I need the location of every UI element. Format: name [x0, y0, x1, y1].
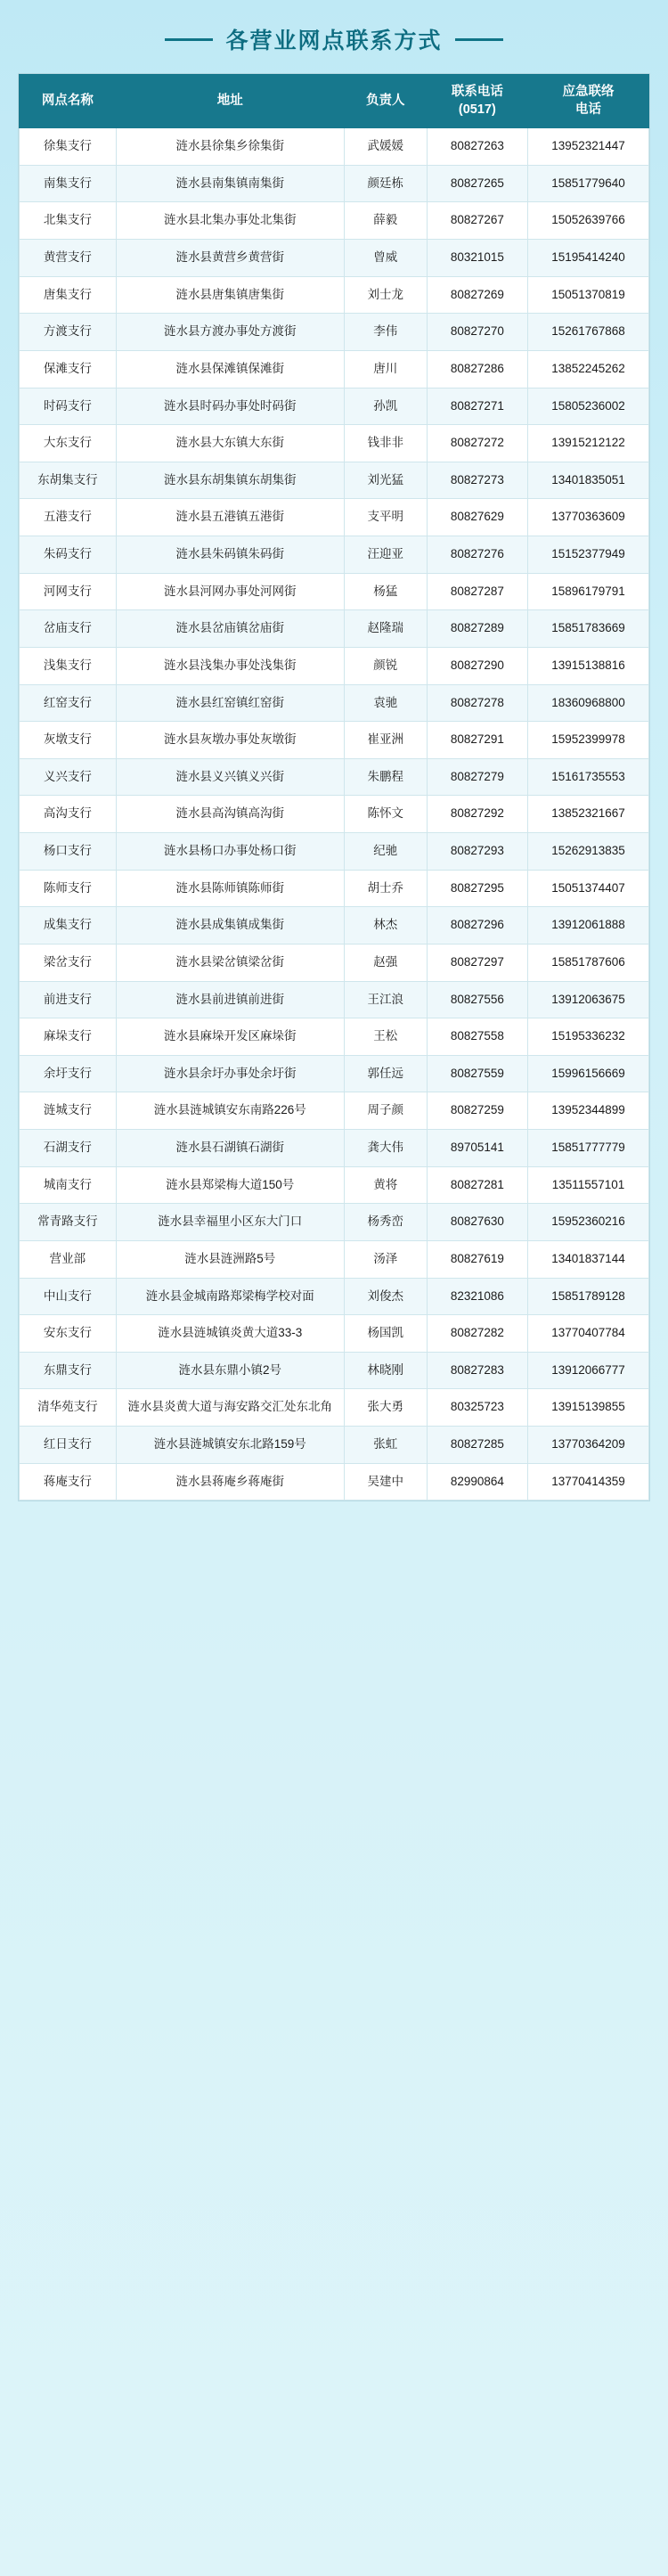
cell-address: 涟水县五港镇五港街 [116, 499, 344, 536]
cell-person: 杨国凯 [344, 1315, 427, 1353]
cell-branch-name: 灰墩支行 [20, 722, 117, 759]
cell-phone: 80321015 [427, 240, 527, 277]
cell-phone: 80827286 [427, 350, 527, 388]
table-row [20, 499, 649, 536]
cell-person: 张虹 [344, 1427, 427, 1464]
title-rule-right [455, 38, 503, 41]
table-row [20, 1166, 649, 1204]
table-row [20, 462, 649, 499]
table-row [20, 981, 649, 1018]
cell-address: 涟水县郑梁梅大道150号 [116, 1166, 344, 1204]
column-header-emergency-line2: 电话 [575, 102, 601, 117]
cell-phone: 80827630 [427, 1204, 527, 1241]
cell-address: 涟水县唐集镇唐集街 [116, 276, 344, 314]
cell-emergency-phone: 15896179791 [528, 573, 649, 610]
table-row [20, 536, 649, 574]
cell-person: 郭任远 [344, 1055, 427, 1092]
table-row [20, 202, 649, 240]
cell-person: 王松 [344, 1018, 427, 1056]
cell-branch-name: 常青路支行 [20, 1204, 117, 1241]
cell-person: 汪迎亚 [344, 536, 427, 574]
cell-phone: 80827263 [427, 128, 527, 166]
cell-branch-name: 东鼎支行 [20, 1352, 117, 1389]
column-header-phone-line1: 联系电话 [451, 85, 503, 99]
cell-address: 涟水县黄营乡黄营街 [116, 240, 344, 277]
cell-branch-name: 涟城支行 [20, 1092, 117, 1130]
table-row [20, 833, 649, 871]
cell-phone: 80827293 [427, 833, 527, 871]
table-row [20, 1092, 649, 1130]
cell-phone: 80827265 [427, 165, 527, 202]
table-row [20, 722, 649, 759]
cell-phone: 80827287 [427, 573, 527, 610]
cell-address: 涟水县前进镇前进街 [116, 981, 344, 1018]
cell-person: 王江浪 [344, 981, 427, 1018]
column-header-phone-line2: (0517) [458, 102, 496, 117]
cell-phone: 80827619 [427, 1240, 527, 1278]
table-row [20, 314, 649, 351]
cell-branch-name: 北集支行 [20, 202, 117, 240]
cell-emergency-phone: 15051370819 [528, 276, 649, 314]
cell-person: 支平明 [344, 499, 427, 536]
cell-address: 涟水县河网办事处河网街 [116, 573, 344, 610]
column-header-address: 地址 [116, 75, 344, 128]
cell-branch-name: 蒋庵支行 [20, 1463, 117, 1501]
cell-branch-name: 南集支行 [20, 165, 117, 202]
cell-phone: 80827272 [427, 425, 527, 462]
cell-branch-name: 唐集支行 [20, 276, 117, 314]
cell-emergency-phone: 13852321667 [528, 796, 649, 833]
cell-person: 武媛媛 [344, 128, 427, 166]
column-header-phone [427, 75, 527, 128]
cell-emergency-phone: 13915212122 [528, 425, 649, 462]
cell-emergency-phone: 13952321447 [528, 128, 649, 166]
cell-person: 刘光猛 [344, 462, 427, 499]
cell-branch-name: 朱码支行 [20, 536, 117, 574]
cell-person: 龚大伟 [344, 1130, 427, 1167]
cell-branch-name: 徐集支行 [20, 128, 117, 166]
cell-address: 涟水县涟城镇炎黄大道33-3 [116, 1315, 344, 1353]
cell-branch-name: 时码支行 [20, 388, 117, 425]
cell-address: 涟水县南集镇南集街 [116, 165, 344, 202]
cell-emergency-phone: 13401837144 [528, 1240, 649, 1278]
cell-phone: 80827558 [427, 1018, 527, 1056]
cell-address: 涟水县涟洲路5号 [116, 1240, 344, 1278]
cell-person: 颜锐 [344, 647, 427, 684]
branch-contacts-table [19, 74, 649, 1501]
table-row [20, 758, 649, 796]
cell-address: 涟水县朱码镇朱码街 [116, 536, 344, 574]
cell-phone: 80827295 [427, 870, 527, 907]
cell-branch-name: 东胡集支行 [20, 462, 117, 499]
cell-emergency-phone: 15952360216 [528, 1204, 649, 1241]
cell-branch-name: 保滩支行 [20, 350, 117, 388]
cell-emergency-phone: 13952344899 [528, 1092, 649, 1130]
cell-emergency-phone: 15851787606 [528, 944, 649, 981]
cell-emergency-phone: 15052639766 [528, 202, 649, 240]
cell-branch-name: 高沟支行 [20, 796, 117, 833]
cell-address: 涟水县炎黄大道与海安路交汇处东北角 [116, 1389, 344, 1427]
cell-emergency-phone: 15952399978 [528, 722, 649, 759]
table-row [20, 1055, 649, 1092]
cell-person: 赵隆瑞 [344, 610, 427, 648]
cell-emergency-phone: 13912063675 [528, 981, 649, 1018]
table-row [20, 573, 649, 610]
cell-emergency-phone: 15261767868 [528, 314, 649, 351]
cell-person: 钱非非 [344, 425, 427, 462]
cell-person: 吴建中 [344, 1463, 427, 1501]
cell-emergency-phone: 15051374407 [528, 870, 649, 907]
table-row [20, 1427, 649, 1464]
cell-emergency-phone: 15851789128 [528, 1278, 649, 1315]
table-row [20, 1278, 649, 1315]
cell-phone: 80827282 [427, 1315, 527, 1353]
cell-address: 涟水县红窑镇红窑街 [116, 684, 344, 722]
cell-phone: 80827290 [427, 647, 527, 684]
cell-branch-name: 余圩支行 [20, 1055, 117, 1092]
cell-phone: 80827270 [427, 314, 527, 351]
cell-phone: 80827559 [427, 1055, 527, 1092]
cell-address: 涟水县涟城镇安东北路159号 [116, 1427, 344, 1464]
table-row [20, 128, 649, 166]
cell-branch-name: 红日支行 [20, 1427, 117, 1464]
cell-emergency-phone: 13511557101 [528, 1166, 649, 1204]
cell-person: 林晓刚 [344, 1352, 427, 1389]
table-row [20, 1204, 649, 1241]
table-row [20, 907, 649, 945]
table-header-row [20, 75, 649, 128]
cell-person: 杨猛 [344, 573, 427, 610]
cell-address: 涟水县幸福里小区东大门口 [116, 1204, 344, 1241]
table-row [20, 870, 649, 907]
cell-phone: 80827259 [427, 1092, 527, 1130]
cell-branch-name: 大东支行 [20, 425, 117, 462]
cell-phone: 80827296 [427, 907, 527, 945]
cell-address: 涟水县余圩办事处余圩街 [116, 1055, 344, 1092]
table-row [20, 350, 649, 388]
cell-phone: 82990864 [427, 1463, 527, 1501]
cell-emergency-phone: 13770414359 [528, 1463, 649, 1501]
cell-branch-name: 浅集支行 [20, 647, 117, 684]
table-header [20, 75, 649, 128]
cell-phone: 80827285 [427, 1427, 527, 1464]
cell-branch-name: 营业部 [20, 1240, 117, 1278]
title-rule-left [165, 38, 213, 41]
table-row [20, 610, 649, 648]
cell-address: 涟水县方渡办事处方渡街 [116, 314, 344, 351]
page-header-inner [0, 23, 668, 55]
cell-emergency-phone: 13401835051 [528, 462, 649, 499]
cell-person: 赵强 [344, 944, 427, 981]
cell-address: 涟水县麻垛开发区麻垛街 [116, 1018, 344, 1056]
cell-phone: 80827269 [427, 276, 527, 314]
cell-emergency-phone: 15851783669 [528, 610, 649, 648]
table-body [20, 128, 649, 1501]
cell-person: 胡士乔 [344, 870, 427, 907]
cell-phone: 82321086 [427, 1278, 527, 1315]
cell-branch-name: 城南支行 [20, 1166, 117, 1204]
table-row [20, 647, 649, 684]
cell-emergency-phone: 15851779640 [528, 165, 649, 202]
cell-address: 涟水县梁岔镇梁岔街 [116, 944, 344, 981]
cell-address: 涟水县石湖镇石湖街 [116, 1130, 344, 1167]
cell-phone: 80827281 [427, 1166, 527, 1204]
cell-person: 纪驰 [344, 833, 427, 871]
cell-branch-name: 石湖支行 [20, 1130, 117, 1167]
cell-phone: 80827556 [427, 981, 527, 1018]
cell-person: 刘士龙 [344, 276, 427, 314]
cell-phone: 80827629 [427, 499, 527, 536]
cell-person: 刘俊杰 [344, 1278, 427, 1315]
cell-address: 涟水县金城南路郑梁梅学校对面 [116, 1278, 344, 1315]
cell-phone: 80827291 [427, 722, 527, 759]
cell-emergency-phone: 15805236002 [528, 388, 649, 425]
cell-emergency-phone: 13770364209 [528, 1427, 649, 1464]
cell-address: 涟水县大东镇大东街 [116, 425, 344, 462]
cell-address: 涟水县东胡集镇东胡集街 [116, 462, 344, 499]
cell-emergency-phone: 13770407784 [528, 1315, 649, 1353]
cell-branch-name: 陈师支行 [20, 870, 117, 907]
cell-branch-name: 黄营支行 [20, 240, 117, 277]
cell-phone: 80325723 [427, 1389, 527, 1427]
cell-emergency-phone: 13915138816 [528, 647, 649, 684]
column-header-person: 负责人 [344, 75, 427, 128]
column-header-name: 网点名称 [20, 75, 117, 128]
column-header-emergency-line1: 应急联络 [562, 85, 615, 99]
cell-phone: 80827273 [427, 462, 527, 499]
cell-phone: 80827289 [427, 610, 527, 648]
cell-phone: 80827278 [427, 684, 527, 722]
cell-branch-name: 清华苑支行 [20, 1389, 117, 1427]
cell-branch-name: 杨口支行 [20, 833, 117, 871]
cell-emergency-phone: 13852245262 [528, 350, 649, 388]
table-row [20, 1130, 649, 1167]
cell-person: 杨秀峦 [344, 1204, 427, 1241]
page-header [0, 0, 668, 73]
table-row [20, 1352, 649, 1389]
page-title: 各营业网点联系方式 [225, 29, 443, 53]
column-header-emergency [528, 75, 649, 128]
cell-branch-name: 河网支行 [20, 573, 117, 610]
cell-emergency-phone: 15262913835 [528, 833, 649, 871]
cell-branch-name: 安东支行 [20, 1315, 117, 1353]
cell-address: 涟水县灰墩办事处灰墩街 [116, 722, 344, 759]
cell-branch-name: 五港支行 [20, 499, 117, 536]
cell-address: 涟水县北集办事处北集街 [116, 202, 344, 240]
cell-phone: 80827283 [427, 1352, 527, 1389]
cell-emergency-phone: 15195336232 [528, 1018, 649, 1056]
cell-person: 朱鹏程 [344, 758, 427, 796]
cell-person: 周子颜 [344, 1092, 427, 1130]
cell-address: 涟水县陈师镇陈师街 [116, 870, 344, 907]
cell-branch-name: 成集支行 [20, 907, 117, 945]
cell-phone: 80827276 [427, 536, 527, 574]
cell-branch-name: 梁岔支行 [20, 944, 117, 981]
cell-person: 汤泽 [344, 1240, 427, 1278]
cell-emergency-phone: 15851777779 [528, 1130, 649, 1167]
cell-emergency-phone: 15161735553 [528, 758, 649, 796]
cell-phone: 80827297 [427, 944, 527, 981]
cell-phone: 80827271 [427, 388, 527, 425]
cell-address: 涟水县徐集乡徐集街 [116, 128, 344, 166]
cell-branch-name: 中山支行 [20, 1278, 117, 1315]
cell-emergency-phone: 15152377949 [528, 536, 649, 574]
cell-address: 涟水县岔庙镇岔庙街 [116, 610, 344, 648]
cell-emergency-phone: 15195414240 [528, 240, 649, 277]
table-row [20, 165, 649, 202]
table-row [20, 1389, 649, 1427]
cell-person: 张大勇 [344, 1389, 427, 1427]
cell-person: 陈怀文 [344, 796, 427, 833]
cell-person: 颜廷栋 [344, 165, 427, 202]
cell-person: 唐川 [344, 350, 427, 388]
cell-phone: 89705141 [427, 1130, 527, 1167]
cell-address: 涟水县杨口办事处杨口街 [116, 833, 344, 871]
cell-branch-name: 义兴支行 [20, 758, 117, 796]
cell-person: 孙凯 [344, 388, 427, 425]
table-row [20, 425, 649, 462]
cell-person: 崔亚洲 [344, 722, 427, 759]
cell-emergency-phone: 13912061888 [528, 907, 649, 945]
cell-address: 涟水县涟城镇安东南路226号 [116, 1092, 344, 1130]
table-row [20, 1018, 649, 1056]
cell-person: 李伟 [344, 314, 427, 351]
cell-address: 涟水县蒋庵乡蒋庵街 [116, 1463, 344, 1501]
table-row [20, 1315, 649, 1353]
cell-branch-name: 岔庙支行 [20, 610, 117, 648]
cell-address: 涟水县成集镇成集街 [116, 907, 344, 945]
cell-person: 林杰 [344, 907, 427, 945]
cell-address: 涟水县保滩镇保滩街 [116, 350, 344, 388]
cell-branch-name: 麻垛支行 [20, 1018, 117, 1056]
table-row [20, 1463, 649, 1501]
cell-person: 曾威 [344, 240, 427, 277]
cell-emergency-phone: 13770363609 [528, 499, 649, 536]
cell-emergency-phone: 18360968800 [528, 684, 649, 722]
cell-emergency-phone: 13912066777 [528, 1352, 649, 1389]
table-row [20, 684, 649, 722]
cell-person: 袁驰 [344, 684, 427, 722]
cell-branch-name: 红窑支行 [20, 684, 117, 722]
cell-emergency-phone: 13915139855 [528, 1389, 649, 1427]
cell-phone: 80827279 [427, 758, 527, 796]
cell-address: 涟水县东鼎小镇2号 [116, 1352, 344, 1389]
cell-phone: 80827292 [427, 796, 527, 833]
cell-address: 涟水县义兴镇义兴街 [116, 758, 344, 796]
table-row [20, 796, 649, 833]
cell-emergency-phone: 15996156669 [528, 1055, 649, 1092]
cell-phone: 80827267 [427, 202, 527, 240]
table-row [20, 1240, 649, 1278]
cell-person: 薛毅 [344, 202, 427, 240]
branch-contacts-table-wrapper [18, 73, 650, 1501]
cell-address: 涟水县时码办事处时码街 [116, 388, 344, 425]
cell-person: 黄将 [344, 1166, 427, 1204]
cell-address: 涟水县高沟镇高沟街 [116, 796, 344, 833]
table-row [20, 240, 649, 277]
table-row [20, 276, 649, 314]
cell-address: 涟水县浅集办事处浅集街 [116, 647, 344, 684]
table-row [20, 388, 649, 425]
table-row [20, 944, 649, 981]
cell-branch-name: 方渡支行 [20, 314, 117, 351]
cell-branch-name: 前进支行 [20, 981, 117, 1018]
